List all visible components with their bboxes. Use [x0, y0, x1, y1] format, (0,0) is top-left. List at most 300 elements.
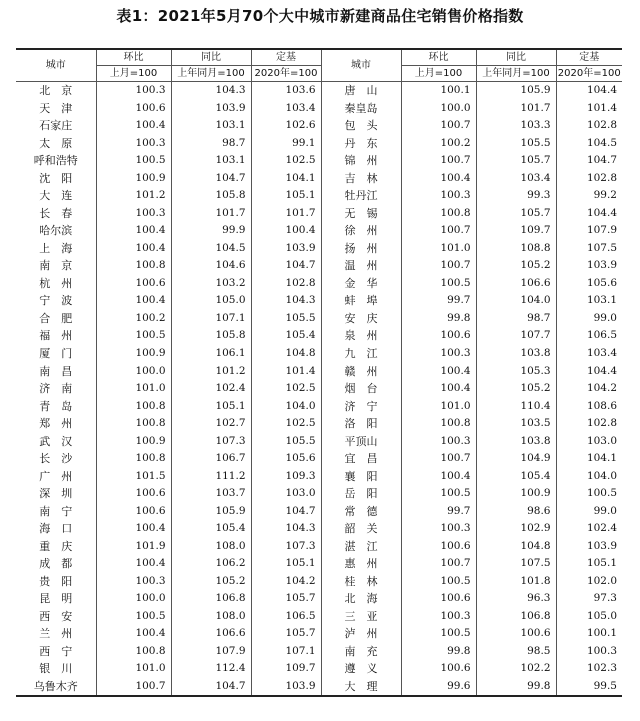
base-value: 103.0	[556, 432, 622, 450]
yoy-value: 98.6	[476, 502, 556, 520]
base-value: 107.3	[251, 537, 321, 555]
mom-value: 100.4	[96, 240, 171, 258]
city-left: 长 春	[39, 206, 73, 220]
city-left: 北 京	[39, 84, 73, 98]
yoy-value: 105.0	[171, 292, 251, 310]
city-left: 广 州	[39, 469, 73, 483]
base-value: 103.9	[251, 240, 321, 258]
mom-value: 100.5	[96, 327, 171, 345]
city-left: 贵 阳	[39, 574, 73, 588]
mom-value: 100.8	[96, 257, 171, 275]
city-right: 秦皇岛	[321, 100, 401, 118]
city-right: 扬 州	[321, 240, 401, 258]
yoy-value: 103.7	[171, 485, 251, 503]
city-left: 济 南	[39, 382, 73, 396]
yoy-value: 104.6	[171, 257, 251, 275]
base-value: 100.4	[251, 222, 321, 240]
city-right: 洛 阳	[321, 415, 401, 433]
city-right: 牡丹江	[321, 187, 401, 205]
base-value: 100.1	[556, 625, 622, 643]
mom-value: 100.7	[401, 257, 476, 275]
city-left: 西 宁	[39, 644, 73, 658]
mom-value: 100.5	[401, 485, 476, 503]
mom-value: 101.9	[96, 537, 171, 555]
mom-value: 100.2	[96, 310, 171, 328]
base-value: 103.4	[556, 345, 622, 363]
mom-value: 100.6	[96, 485, 171, 503]
mom-value: 100.6	[401, 537, 476, 555]
base-value: 102.8	[251, 275, 321, 293]
yoy-value: 98.7	[476, 310, 556, 328]
mom-value: 100.8	[96, 397, 171, 415]
column-subheader-mom-base: 上月=100	[96, 66, 171, 82]
yoy-value: 107.3	[171, 432, 251, 450]
mom-value: 100.0	[96, 362, 171, 380]
base-value: 104.5	[556, 135, 622, 153]
city-right: 大 理	[321, 678, 401, 697]
city-left: 大 连	[39, 189, 73, 203]
base-value: 104.4	[556, 82, 622, 100]
column-header-mom: 环比	[401, 49, 476, 66]
table-row	[16, 292, 622, 310]
base-value: 105.7	[251, 590, 321, 608]
base-value: 104.1	[251, 170, 321, 188]
yoy-value: 112.4	[171, 660, 251, 678]
mom-value: 100.7	[401, 117, 476, 135]
table-row	[16, 502, 622, 520]
mom-value: 99.6	[401, 678, 476, 697]
base-value: 103.1	[556, 292, 622, 310]
yoy-value: 104.3	[171, 82, 251, 100]
base-value: 104.7	[556, 152, 622, 170]
yoy-value: 108.0	[171, 607, 251, 625]
base-value: 103.9	[556, 257, 622, 275]
base-value: 106.5	[251, 607, 321, 625]
mom-value: 99.7	[401, 502, 476, 520]
yoy-value: 105.8	[171, 187, 251, 205]
column-header-base: 定基	[556, 49, 622, 66]
base-value: 109.7	[251, 660, 321, 678]
base-value: 99.0	[556, 310, 622, 328]
city-left: 呼和浩特	[33, 154, 78, 168]
base-value: 102.6	[251, 117, 321, 135]
yoy-value: 108.8	[476, 240, 556, 258]
city-right: 平顶山	[321, 432, 401, 450]
city-right: 南 充	[321, 643, 401, 661]
table-row	[16, 643, 622, 661]
city-right: 徐 州	[321, 222, 401, 240]
city-left: 昆 明	[39, 592, 73, 606]
city-right: 湛 江	[321, 537, 401, 555]
mom-value: 100.9	[96, 345, 171, 363]
base-value: 102.5	[251, 152, 321, 170]
yoy-value: 107.9	[171, 643, 251, 661]
yoy-value: 105.7	[476, 152, 556, 170]
city-right: 蚌 埠	[321, 292, 401, 310]
mom-value: 100.6	[401, 327, 476, 345]
yoy-value: 101.7	[476, 100, 556, 118]
table-row	[16, 572, 622, 590]
yoy-value: 103.2	[171, 275, 251, 293]
base-value: 104.3	[251, 520, 321, 538]
table-body	[16, 82, 622, 697]
base-value: 103.9	[251, 678, 321, 697]
table-row	[16, 275, 622, 293]
base-value: 105.1	[556, 555, 622, 573]
base-value: 100.5	[556, 485, 622, 503]
base-value: 103.0	[251, 485, 321, 503]
yoy-value: 103.5	[476, 415, 556, 433]
yoy-value: 107.7	[476, 327, 556, 345]
yoy-value: 105.9	[476, 82, 556, 100]
base-value: 107.1	[251, 643, 321, 661]
base-value: 105.6	[251, 450, 321, 468]
mom-value: 100.3	[401, 432, 476, 450]
yoy-value: 100.9	[476, 485, 556, 503]
yoy-value: 109.7	[476, 222, 556, 240]
table-row	[16, 187, 622, 205]
table-row	[16, 537, 622, 555]
table-row	[16, 135, 622, 153]
table-row	[16, 450, 622, 468]
base-value: 104.8	[251, 345, 321, 363]
mom-value: 100.8	[96, 643, 171, 661]
mom-value: 100.6	[96, 502, 171, 520]
city-left: 银 川	[39, 662, 73, 676]
mom-value: 100.4	[96, 625, 171, 643]
base-value: 104.1	[556, 450, 622, 468]
yoy-value: 105.2	[171, 572, 251, 590]
base-value: 104.2	[556, 380, 622, 398]
mom-value: 101.0	[96, 380, 171, 398]
yoy-value: 103.3	[476, 117, 556, 135]
base-value: 107.5	[556, 240, 622, 258]
city-right: 安 庆	[321, 310, 401, 328]
city-left: 深 圳	[39, 487, 73, 501]
base-value: 105.4	[251, 327, 321, 345]
yoy-value: 104.9	[476, 450, 556, 468]
mom-value: 100.7	[96, 678, 171, 697]
yoy-value: 106.8	[171, 590, 251, 608]
base-value: 103.9	[556, 537, 622, 555]
subheader-row	[16, 66, 622, 82]
base-value: 104.4	[556, 205, 622, 223]
city-right: 岳 阳	[321, 485, 401, 503]
yoy-value: 102.2	[476, 660, 556, 678]
table-row	[16, 205, 622, 223]
base-value: 102.5	[251, 380, 321, 398]
column-subheader-fixed-base: 2020年=100	[556, 66, 622, 82]
city-right: 泸 州	[321, 625, 401, 643]
table-row	[16, 625, 622, 643]
mom-value: 100.6	[96, 275, 171, 293]
mom-value: 100.0	[96, 590, 171, 608]
yoy-value: 106.8	[476, 607, 556, 625]
table-title: 表1：2021年5月70个大中城市新建商品住宅销售价格指数	[116, 7, 524, 25]
city-right: 丹 东	[321, 135, 401, 153]
yoy-value: 106.1	[171, 345, 251, 363]
city-right: 韶 关	[321, 520, 401, 538]
table-row	[16, 310, 622, 328]
base-value: 99.1	[251, 135, 321, 153]
yoy-value: 96.3	[476, 590, 556, 608]
yoy-value: 106.6	[171, 625, 251, 643]
mom-value: 100.3	[401, 187, 476, 205]
yoy-value: 105.3	[476, 362, 556, 380]
base-value: 101.4	[556, 100, 622, 118]
yoy-value: 111.2	[171, 467, 251, 485]
city-left: 南 宁	[39, 504, 73, 518]
mom-value: 100.6	[401, 660, 476, 678]
mom-value: 100.8	[96, 450, 171, 468]
base-value: 104.0	[251, 397, 321, 415]
base-value: 102.8	[556, 170, 622, 188]
price-index-table	[16, 48, 622, 697]
city-left: 天 津	[39, 101, 73, 115]
column-header-city: 城市	[16, 49, 96, 82]
yoy-value: 105.9	[171, 502, 251, 520]
table-row	[16, 82, 622, 100]
base-value: 101.7	[251, 205, 321, 223]
base-value: 101.4	[251, 362, 321, 380]
base-value: 105.6	[556, 275, 622, 293]
city-right: 金 华	[321, 275, 401, 293]
base-value: 104.7	[251, 502, 321, 520]
mom-value: 100.3	[96, 135, 171, 153]
city-right: 烟 台	[321, 380, 401, 398]
city-left: 杭 州	[39, 276, 73, 290]
mom-value: 99.8	[401, 643, 476, 661]
mom-value: 100.4	[96, 117, 171, 135]
yoy-value: 103.1	[171, 117, 251, 135]
table-row	[16, 380, 622, 398]
table-row	[16, 362, 622, 380]
base-value: 102.0	[556, 572, 622, 590]
yoy-value: 105.1	[171, 397, 251, 415]
mom-value: 100.2	[401, 135, 476, 153]
yoy-value: 105.7	[476, 205, 556, 223]
yoy-value: 105.2	[476, 380, 556, 398]
city-left: 太 原	[39, 136, 73, 150]
table-row	[16, 432, 622, 450]
table-row	[16, 257, 622, 275]
column-header-yoy: 同比	[171, 49, 251, 66]
yoy-value: 104.7	[171, 678, 251, 697]
mom-value: 100.1	[401, 82, 476, 100]
header-row	[16, 49, 622, 66]
table-row	[16, 397, 622, 415]
city-right: 惠 州	[321, 555, 401, 573]
city-right: 温 州	[321, 257, 401, 275]
yoy-value: 103.4	[476, 170, 556, 188]
mom-value: 100.4	[96, 555, 171, 573]
city-right: 吉 林	[321, 170, 401, 188]
mom-value: 100.8	[401, 205, 476, 223]
mom-value: 100.4	[401, 380, 476, 398]
mom-value: 99.8	[401, 310, 476, 328]
table-row	[16, 555, 622, 573]
base-value: 102.4	[556, 520, 622, 538]
city-right: 包 头	[321, 117, 401, 135]
column-subheader-yoy-base: 上年同月=100	[171, 66, 251, 82]
mom-value: 100.0	[401, 100, 476, 118]
base-value: 109.3	[251, 467, 321, 485]
yoy-value: 101.2	[171, 362, 251, 380]
table-row	[16, 678, 622, 697]
base-value: 103.6	[251, 82, 321, 100]
city-right: 唐 山	[321, 82, 401, 100]
mom-value: 100.6	[401, 590, 476, 608]
city-left: 长 沙	[39, 452, 73, 466]
city-right: 北 海	[321, 590, 401, 608]
city-left: 南 京	[39, 259, 73, 273]
yoy-value: 105.8	[171, 327, 251, 345]
mom-value: 100.7	[401, 450, 476, 468]
yoy-value: 110.4	[476, 397, 556, 415]
base-value: 108.6	[556, 397, 622, 415]
yoy-value: 103.8	[476, 432, 556, 450]
city-right: 赣 州	[321, 362, 401, 380]
yoy-value: 105.5	[476, 135, 556, 153]
yoy-value: 104.0	[476, 292, 556, 310]
yoy-value: 98.5	[476, 643, 556, 661]
yoy-value: 106.7	[171, 450, 251, 468]
city-left: 沈 阳	[39, 171, 73, 185]
base-value: 104.3	[251, 292, 321, 310]
city-right: 遵 义	[321, 660, 401, 678]
base-value: 105.1	[251, 555, 321, 573]
mom-value: 100.5	[96, 607, 171, 625]
yoy-value: 102.7	[171, 415, 251, 433]
mom-value: 100.3	[401, 520, 476, 538]
mom-value: 100.9	[96, 432, 171, 450]
yoy-value: 108.0	[171, 537, 251, 555]
mom-value: 100.5	[401, 275, 476, 293]
mom-value: 101.5	[96, 467, 171, 485]
yoy-value: 105.4	[171, 520, 251, 538]
column-header-mom: 环比	[96, 49, 171, 66]
mom-value: 100.5	[96, 152, 171, 170]
city-right: 桂 林	[321, 572, 401, 590]
column-subheader-mom-base: 上月=100	[401, 66, 476, 82]
base-value: 102.8	[556, 415, 622, 433]
yoy-value: 106.2	[171, 555, 251, 573]
city-left: 海 口	[39, 522, 73, 536]
city-left: 西 安	[39, 609, 73, 623]
table-row	[16, 520, 622, 538]
yoy-value: 99.3	[476, 187, 556, 205]
base-value: 105.5	[251, 432, 321, 450]
base-value: 102.5	[251, 415, 321, 433]
mom-value: 100.4	[96, 292, 171, 310]
mom-value: 100.8	[401, 415, 476, 433]
mom-value: 100.4	[96, 520, 171, 538]
yoy-value: 107.1	[171, 310, 251, 328]
base-value: 102.3	[556, 660, 622, 678]
yoy-value: 105.4	[476, 467, 556, 485]
city-right: 九 江	[321, 345, 401, 363]
base-value: 99.2	[556, 187, 622, 205]
table-row	[16, 660, 622, 678]
city-left: 重 庆	[39, 539, 73, 553]
mom-value: 100.4	[96, 222, 171, 240]
table-row	[16, 100, 622, 118]
base-value: 105.7	[251, 625, 321, 643]
mom-value: 100.4	[401, 170, 476, 188]
column-subheader-yoy-base: 上年同月=100	[476, 66, 556, 82]
city-right: 襄 阳	[321, 467, 401, 485]
city-left: 合 肥	[39, 311, 73, 325]
mom-value: 100.5	[401, 625, 476, 643]
base-value: 104.7	[251, 257, 321, 275]
mom-value: 100.5	[401, 572, 476, 590]
mom-value: 100.3	[401, 345, 476, 363]
table-row	[16, 485, 622, 503]
base-value: 104.4	[556, 362, 622, 380]
column-header-yoy: 同比	[476, 49, 556, 66]
yoy-value: 101.7	[171, 205, 251, 223]
table-row	[16, 117, 622, 135]
mom-value: 100.4	[401, 467, 476, 485]
city-right: 泉 州	[321, 327, 401, 345]
base-value: 97.3	[556, 590, 622, 608]
yoy-value: 105.2	[476, 257, 556, 275]
city-left: 厦 门	[39, 346, 73, 360]
mom-value: 100.7	[401, 222, 476, 240]
table-row	[16, 415, 622, 433]
mom-value: 100.7	[401, 152, 476, 170]
column-subheader-fixed-base: 2020年=100	[251, 66, 321, 82]
city-left: 武 汉	[39, 434, 73, 448]
table-row	[16, 345, 622, 363]
city-left: 哈尔滨	[39, 224, 73, 238]
yoy-value: 104.7	[171, 170, 251, 188]
base-value: 100.3	[556, 643, 622, 661]
table-row	[16, 590, 622, 608]
city-left: 福 州	[39, 329, 73, 343]
table-row	[16, 152, 622, 170]
mom-value: 100.7	[401, 555, 476, 573]
mom-value: 100.3	[96, 205, 171, 223]
mom-value: 101.0	[401, 240, 476, 258]
base-value: 99.5	[556, 678, 622, 697]
base-value: 104.2	[251, 572, 321, 590]
yoy-value: 104.8	[476, 537, 556, 555]
city-right: 锦 州	[321, 152, 401, 170]
mom-value: 100.4	[401, 362, 476, 380]
mom-value: 101.0	[401, 397, 476, 415]
yoy-value: 104.5	[171, 240, 251, 258]
mom-value: 100.3	[96, 82, 171, 100]
yoy-value: 99.8	[476, 678, 556, 697]
mom-value: 99.7	[401, 292, 476, 310]
city-left: 南 昌	[39, 364, 73, 378]
city-left: 青 岛	[39, 399, 73, 413]
yoy-value: 100.6	[476, 625, 556, 643]
table-row	[16, 607, 622, 625]
city-right: 无 锡	[321, 205, 401, 223]
base-value: 99.0	[556, 502, 622, 520]
city-left: 上 海	[39, 241, 73, 255]
mom-value: 101.0	[96, 660, 171, 678]
yoy-value: 99.9	[171, 222, 251, 240]
table-row	[16, 327, 622, 345]
base-value: 103.4	[251, 100, 321, 118]
mom-value: 101.2	[96, 187, 171, 205]
city-right: 济 宁	[321, 397, 401, 415]
base-value: 102.8	[556, 117, 622, 135]
mom-value: 100.3	[96, 572, 171, 590]
